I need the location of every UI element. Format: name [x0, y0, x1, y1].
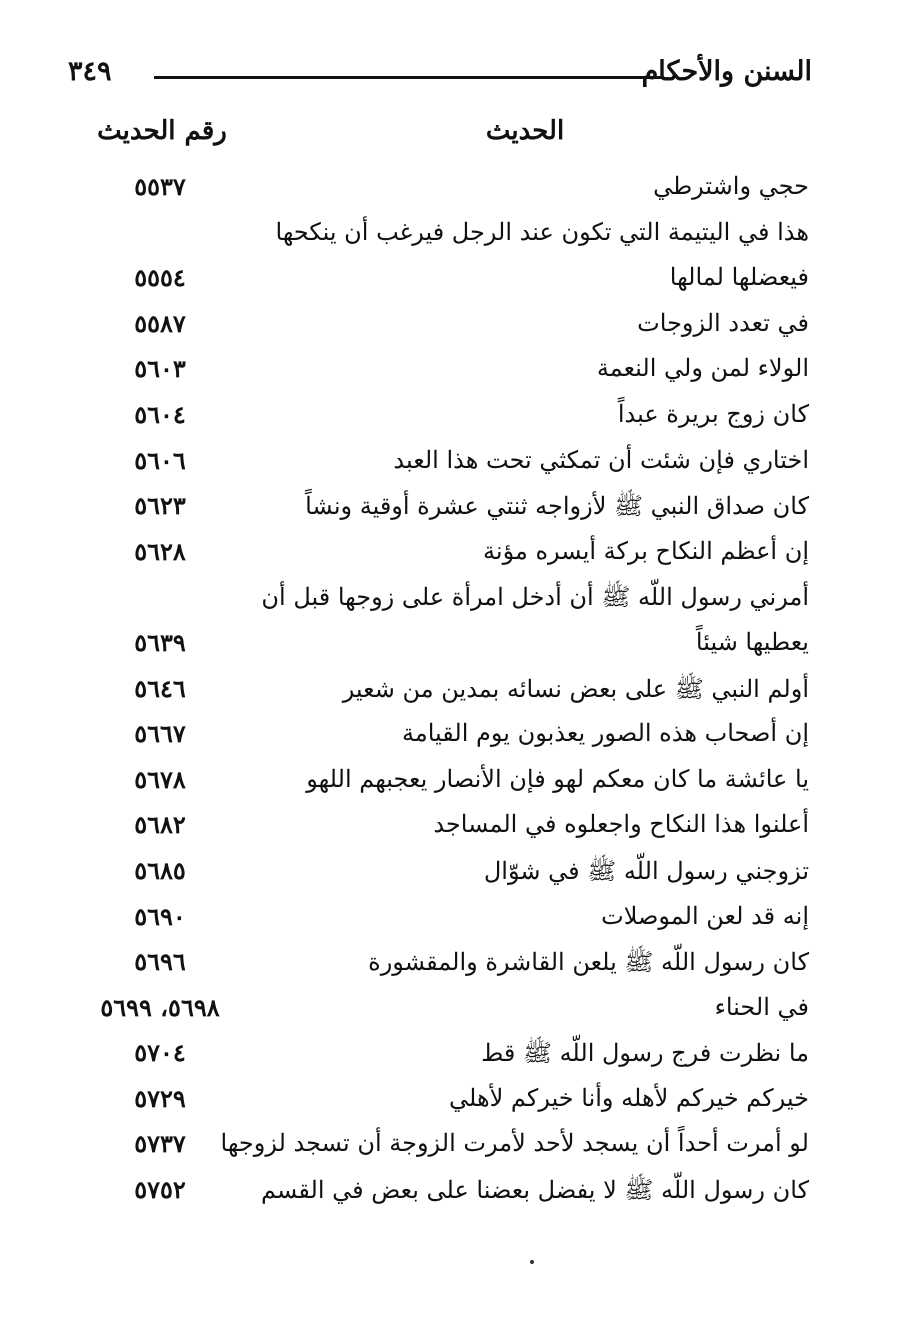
- hadith-text: إن أصحاب هذه الصور يعذبون يوم القيامة: [401, 719, 809, 748]
- hadith-number: ٥٧٠٤: [134, 1038, 186, 1068]
- page-header: [62, 52, 812, 96]
- hadith-number: ٥٦٧٨: [134, 764, 186, 794]
- page-dot: [530, 1260, 534, 1264]
- hadith-number: ٥٦٩٨، ٥٦٩٩: [100, 992, 220, 1022]
- index-row: [0, 168, 915, 214]
- hadith-text: إنه قد لعن الموصلات: [601, 901, 809, 930]
- index-row: [0, 761, 915, 807]
- index-row: [0, 487, 915, 533]
- index-row: [0, 259, 915, 305]
- page-number: ٣٤٩: [68, 56, 112, 87]
- index-row: [0, 578, 915, 624]
- hadith-number: ٥٧٣٧: [134, 1129, 186, 1159]
- hadith-number: ٥٥٨٧: [134, 308, 186, 338]
- index-row: [0, 350, 915, 396]
- hadith-text: لو أمرت أحداً أن يسجد لأحد لأمرت الزوجة أن تسجد لزوجها: [220, 1129, 809, 1158]
- index-row: [0, 533, 915, 579]
- index-row: [0, 305, 915, 351]
- hadith-text: أولم النبي ﷺ على بعض نسائه بمدين من شعير: [342, 674, 809, 703]
- hadith-text: في الحناء: [714, 992, 809, 1021]
- hadith-text: أعلنوا هذا النكاح واجعلوه في المساجد: [433, 810, 809, 839]
- hadith-number: ٥٦٣٩: [134, 627, 186, 657]
- hadith-number: ٥٦٠٦: [134, 445, 186, 475]
- hadith-text: هذا في اليتيمة التي تكون عند الرجل فيرغب أن ينكحها: [275, 217, 809, 246]
- hadith-number: ٥٧٢٩: [134, 1083, 186, 1113]
- hadith-text: حجي واشترطي: [653, 172, 809, 200]
- header-rule: [154, 76, 662, 79]
- hadith-number: ٥٦٦٧: [134, 719, 186, 749]
- hadith-text: إن أعظم النكاح بركة أيسره مؤنة: [483, 536, 809, 565]
- hadith-text: كان رسول اللّه ﷺ يلعن القاشرة والمقشورة: [368, 948, 809, 977]
- hadith-number: ٥٥٣٧: [134, 172, 186, 201]
- hadith-text: يعطيها شيئاً: [695, 627, 809, 656]
- hadith-number: ٥٧٥٢: [134, 1175, 186, 1205]
- index-row: [0, 214, 915, 260]
- hadith-number: ٥٦٨٢: [134, 810, 186, 840]
- hadith-text: كان صداق النبي ﷺ لأزواجه ثنتي عشرة أوقية ونشاً: [305, 492, 809, 521]
- index-row: [0, 989, 915, 1035]
- index-row: [0, 1171, 915, 1217]
- index-row: [0, 852, 915, 898]
- column-headers: [0, 116, 915, 156]
- hadith-number: ٥٦٠٤: [134, 399, 186, 429]
- hadith-text: يا عائشة ما كان معكم لهو فإن الأنصار يعجبهم اللهو: [306, 764, 809, 793]
- hadith-text: كان رسول اللّه ﷺ لا يفضل بعضنا على بعض في القسم: [260, 1176, 809, 1205]
- index-row: [0, 898, 915, 944]
- hadith-text: الولاء لمن ولي النعمة: [596, 354, 809, 383]
- hadith-number: ٥٦٩٦: [134, 947, 186, 977]
- hadith-text: في تعدد الزوجات: [637, 308, 809, 337]
- hadith-number: ٥٦٤٦: [134, 673, 186, 703]
- hadith-text: ما نظرت فرج رسول اللّه ﷺ قط: [481, 1039, 809, 1068]
- index-row: [0, 1080, 915, 1126]
- hadith-index-list: [0, 168, 915, 1217]
- index-row: [0, 1125, 915, 1171]
- index-row: [0, 1034, 915, 1080]
- hadith-number: ٥٦٨٥: [134, 855, 186, 885]
- hadith-number: ٥٦٢٣: [134, 491, 186, 521]
- book-title: السنن والأحكام: [641, 56, 812, 87]
- index-row: [0, 943, 915, 989]
- number-column-header: رقم الحديث: [97, 116, 227, 146]
- index-row: [0, 715, 915, 761]
- hadith-text: خيركم خيركم لأهله وأنا خيركم لأهلي: [449, 1083, 809, 1112]
- index-row: [0, 396, 915, 442]
- hadith-text: تزوجني رسول اللّه ﷺ في شوّال: [483, 856, 809, 885]
- index-row: [0, 806, 915, 852]
- hadith-column-header: الحديث: [485, 116, 565, 146]
- hadith-number: ٥٦٢٨: [134, 536, 186, 566]
- index-row: [0, 670, 915, 716]
- hadith-text: كان زوج بريرة عبداً: [617, 399, 809, 428]
- hadith-text: أمرني رسول اللّه ﷺ أن أدخل امرأة على زوجها قبل أن: [261, 583, 809, 612]
- hadith-number: ٥٥٥٤: [134, 263, 186, 293]
- index-row: [0, 442, 915, 488]
- hadith-number: ٥٦٠٣: [134, 354, 186, 384]
- index-row: [0, 624, 915, 670]
- hadith-text: اختاري فإن شئت أن تمكثي تحت هذا العبد: [393, 445, 809, 474]
- hadith-text: فيعضلها لمالها: [669, 263, 809, 292]
- hadith-number: ٥٦٩٠: [134, 901, 186, 931]
